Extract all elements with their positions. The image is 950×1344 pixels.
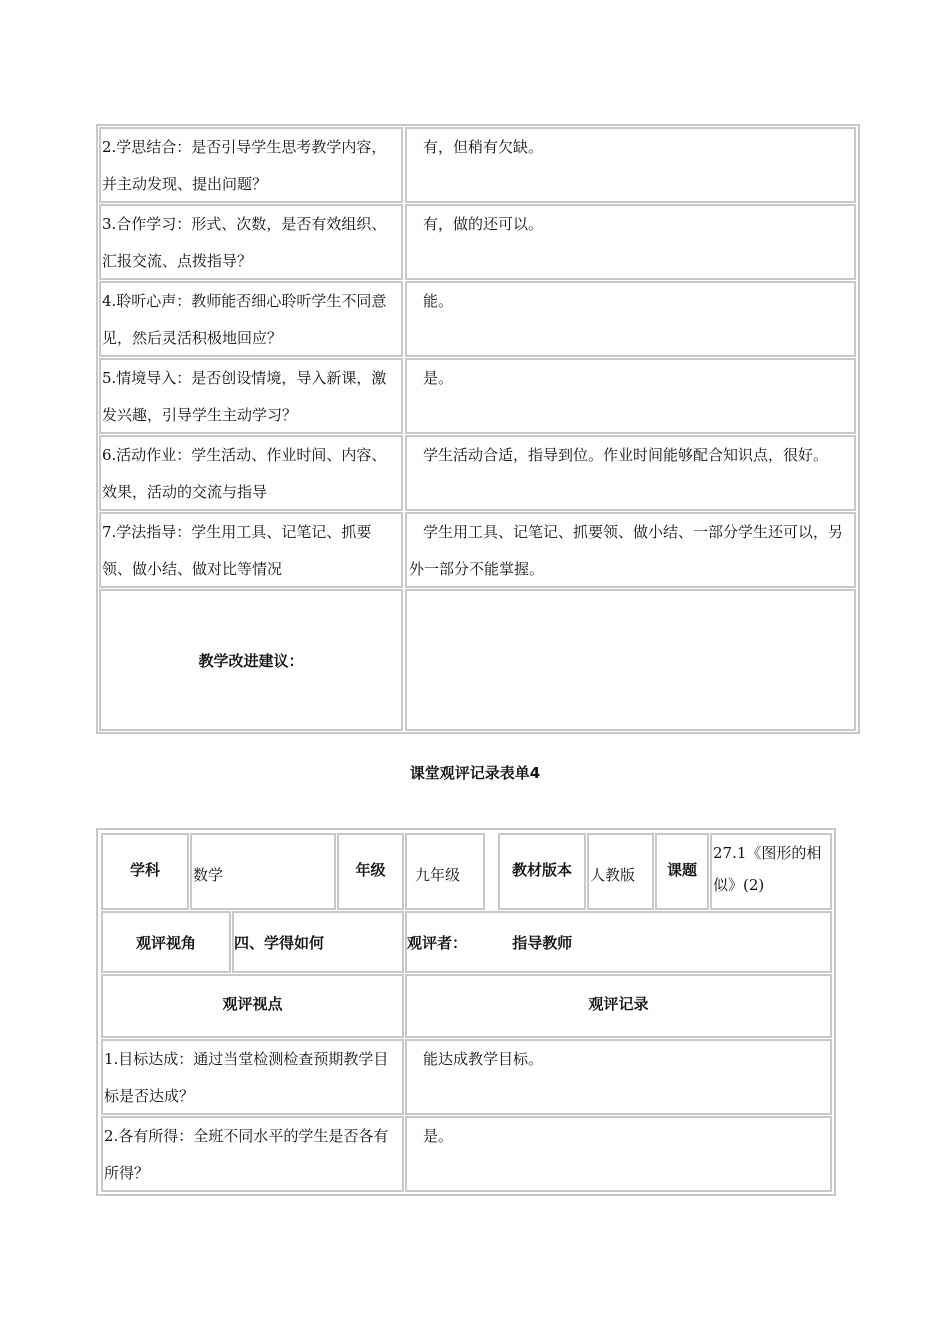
evaluation-table-continued (96, 124, 860, 734)
angle-label: 观评视角 (101, 911, 231, 973)
subject-value: 数学 (190, 833, 336, 910)
evaluation-table-4 (96, 828, 836, 1196)
point-cell: 7.学法指导：学生用工具、记笔记、抓要领、做小结、做对比等情况 (99, 512, 403, 588)
record-cell: 有，但稍有欠缺。 (405, 127, 856, 203)
col-header-point: 观评视点 (101, 974, 404, 1038)
edition-value: 人教版 (587, 833, 654, 910)
record-cell: 学生活动合适，指导到位。作业时间能够配合知识点，很好。 (405, 435, 856, 511)
suggestion-content-cell (405, 589, 856, 731)
suggestion-label-cell (99, 589, 403, 731)
topic-value: 27.1《图形的相似》(2) (710, 833, 832, 910)
subject-label: 学科 (101, 833, 189, 910)
record-cell: 学生用工具、记笔记、抓要领、做小结、一部分学生还可以，另外一部分不能掌握。 (405, 512, 856, 588)
record-cell: 是。 (405, 1116, 832, 1192)
angle-value: 四、学得如何 (232, 911, 404, 973)
edition-label: 教材版本 (498, 833, 586, 910)
point-cell: 5.情境导入：是否创设情境，导入新课，激发兴趣，引导学生主动学习？ (99, 358, 403, 434)
record-cell: 能。 (405, 281, 856, 357)
col-header-record: 观评记录 (405, 974, 832, 1038)
point-cell: 3.合作学习：形式、次数，是否有效组织、汇报交流、点拨指导？ (99, 204, 403, 280)
topic-label: 课题 (655, 833, 709, 910)
record-cell: 有，做的还可以。 (405, 204, 856, 280)
suggestion-label: 教学改进建议： (198, 652, 304, 670)
observer-row (405, 911, 832, 973)
point-cell: 4.聆听心声：教师能否细心聆听学生不同意见，然后灵活积极地回应？ (99, 281, 403, 357)
record-cell: 是。 (405, 358, 856, 434)
grade-value: 九年级 (405, 833, 485, 910)
form-title: 课堂观评记录表单4 (409, 764, 541, 782)
observer-value: 指导教师 (512, 934, 573, 952)
point-cell: 2.各有所得：全班不同水平的学生是否各有所得？ (101, 1116, 404, 1192)
observer-label: 观评者： (407, 934, 468, 952)
point-cell: 6.活动作业：学生活动、作业时间、内容、效果，活动的交流与指导 (99, 435, 403, 511)
grade-label: 年级 (337, 833, 404, 910)
point-cell: 1.目标达成：通过当堂检测检查预期教学目标是否达成？ (101, 1039, 404, 1115)
record-cell: 能达成教学目标。 (405, 1039, 832, 1115)
point-cell: 2.学思结合：是否引导学生思考教学内容，并主动发现、提出问题？ (99, 127, 403, 203)
